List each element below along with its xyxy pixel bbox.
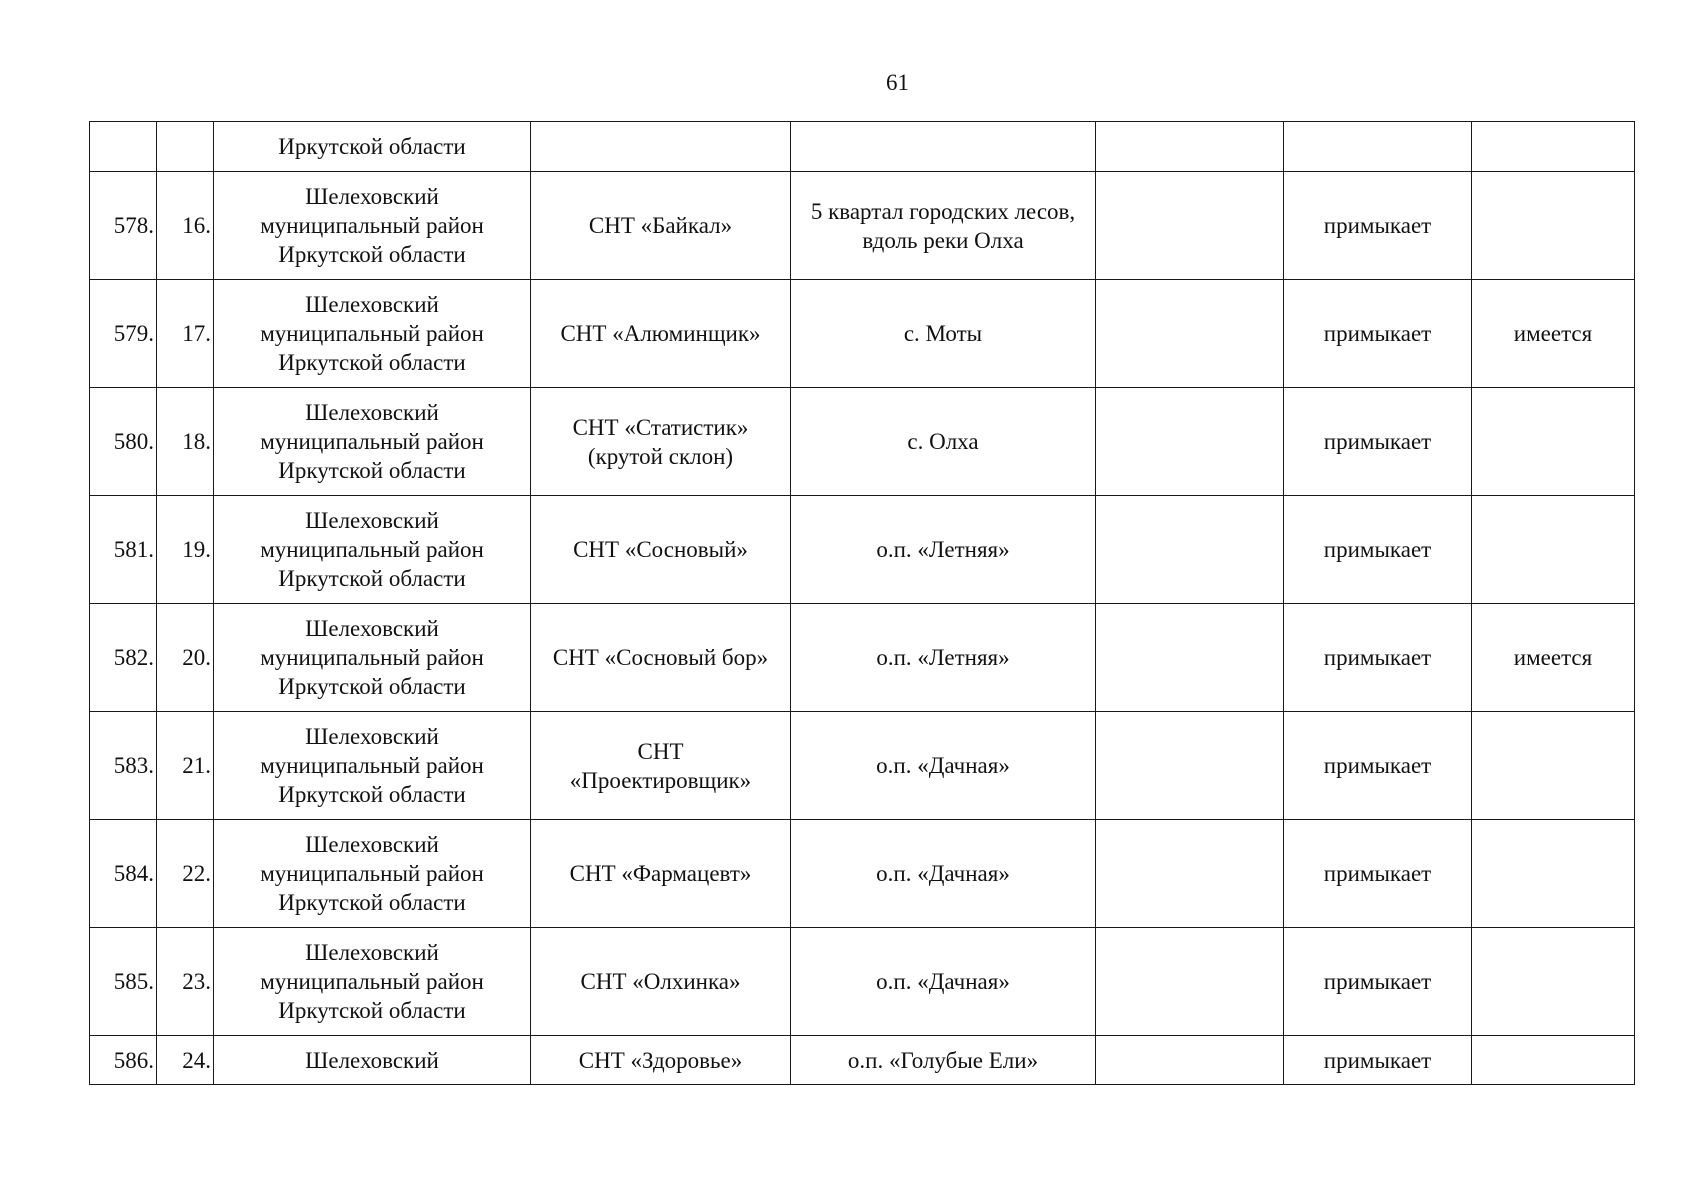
- cell-location: [791, 928, 1096, 1036]
- cell-line: (крутой склон): [587, 443, 734, 469]
- table-row: [90, 388, 1635, 496]
- cell-district: [214, 712, 531, 820]
- cell-line: муниципальный район: [260, 645, 484, 670]
- cell-adjacency: примыкает: [1284, 820, 1472, 928]
- cell-snt-name: [531, 122, 791, 172]
- cell-line: СНТ «Сосновый»: [573, 537, 748, 562]
- cell-line: Иркутской области: [278, 242, 466, 267]
- cell-line: муниципальный район: [260, 213, 484, 238]
- cell-number: 580.: [90, 388, 157, 496]
- cell-snt-name: [531, 496, 791, 604]
- cell-line: вдоль реки Олха: [862, 227, 1024, 253]
- cell-line: Шелеховский: [305, 292, 439, 317]
- cell-district: [214, 388, 531, 496]
- cell-column-6: [1096, 172, 1284, 280]
- cell-column-6: [1096, 712, 1284, 820]
- cell-district: [214, 280, 531, 388]
- cell-column-6: [1096, 122, 1284, 172]
- cell-line: муниципальный район: [260, 753, 484, 778]
- cell-line: СНТ «Фармацевт»: [569, 861, 752, 886]
- cell-availability: [1472, 1036, 1635, 1085]
- cell-sub-number: 19.: [157, 496, 214, 604]
- cell-location: [791, 496, 1096, 604]
- cell-adjacency: примыкает: [1284, 1036, 1472, 1085]
- cell-snt-name: [531, 1036, 791, 1085]
- cell-line: муниципальный район: [260, 321, 484, 346]
- cell-snt-name: [531, 928, 791, 1036]
- cell-location: [791, 712, 1096, 820]
- cell-line: Шелеховский: [305, 616, 439, 641]
- table-row: [90, 172, 1635, 280]
- cell-line: СНТ «Олхинка»: [580, 969, 741, 994]
- cell-number: 582.: [90, 604, 157, 712]
- cell-availability: имеется: [1472, 604, 1635, 712]
- cell-line: о.п. «Летняя»: [876, 645, 1010, 670]
- cell-column-6: [1096, 928, 1284, 1036]
- cell-line: СНТ: [637, 738, 684, 764]
- cell-number: 585.: [90, 928, 157, 1036]
- cell-line: СНТ «Сосновый бор»: [552, 645, 769, 670]
- cell-line: СНТ «Статистик»: [572, 414, 749, 440]
- table-row: [90, 928, 1635, 1036]
- cell-district: [214, 172, 531, 280]
- cell-line: муниципальный район: [260, 861, 484, 886]
- cell-line: Иркутской области: [278, 782, 466, 807]
- cell-line: Шелеховский: [305, 508, 439, 533]
- cell-line: Шелеховский: [305, 400, 439, 425]
- cell-sub-number: 23.: [157, 928, 214, 1036]
- page-number: 61: [886, 70, 909, 95]
- cell-line: СНТ «Здоровье»: [578, 1047, 743, 1073]
- cell-snt-name: [531, 172, 791, 280]
- cell-district: [214, 928, 531, 1036]
- cell-line: Шелеховский: [305, 940, 439, 965]
- cell-line: муниципальный район: [260, 429, 484, 454]
- cell-line: Иркутской области: [278, 998, 466, 1023]
- cell-availability: [1472, 122, 1635, 172]
- table-row-continuation: [90, 122, 1635, 172]
- cell-location: [791, 280, 1096, 388]
- registry-table-body: [90, 122, 1635, 1085]
- cell-line: о.п. «Дачная»: [876, 753, 1010, 778]
- cell-adjacency: примыкает: [1284, 388, 1472, 496]
- cell-district: [214, 496, 531, 604]
- cell-adjacency: примыкает: [1284, 496, 1472, 604]
- cell-column-6: [1096, 820, 1284, 928]
- cell-adjacency: примыкает: [1284, 712, 1472, 820]
- cell-snt-name: [531, 280, 791, 388]
- cell-number: 579.: [90, 280, 157, 388]
- cell-adjacency: примыкает: [1284, 604, 1472, 712]
- cell-line: СНТ «Алюминщик»: [560, 321, 761, 346]
- cell-availability: [1472, 820, 1635, 928]
- cell-adjacency: примыкает: [1284, 280, 1472, 388]
- table-row: [90, 820, 1635, 928]
- cell-availability: [1472, 172, 1635, 280]
- cell-line: с. Моты: [903, 321, 983, 346]
- cell-line: муниципальный район: [260, 537, 484, 562]
- registry-table: [89, 121, 1635, 1085]
- cell-line: СНТ «Байкал»: [588, 213, 733, 238]
- cell-snt-name: [531, 712, 791, 820]
- cell-line: о.п. «Летняя»: [876, 537, 1010, 562]
- cell-sub-number: 18.: [157, 388, 214, 496]
- cell-line: Иркутской области: [278, 566, 466, 591]
- cell-number: 586.: [90, 1036, 157, 1085]
- cell-number: 578.: [90, 172, 157, 280]
- table-row: [90, 496, 1635, 604]
- cell-column-6: [1096, 388, 1284, 496]
- cell-line: о.п. «Дачная»: [876, 861, 1010, 886]
- cell-line: 5 квартал городских лесов,: [810, 198, 1076, 224]
- cell-column-6: [1096, 1036, 1284, 1085]
- cell-number: [90, 122, 157, 172]
- cell-line: Шелеховский: [305, 832, 439, 857]
- cell-sub-number: 21.: [157, 712, 214, 820]
- cell-snt-name: [531, 820, 791, 928]
- cell-line: с. Олха: [907, 429, 979, 454]
- cell-snt-name: [531, 388, 791, 496]
- cell-district: Иркутской области: [214, 122, 531, 172]
- cell-adjacency: примыкает: [1284, 172, 1472, 280]
- table-row: [90, 604, 1635, 712]
- table-row: [90, 1036, 1635, 1085]
- cell-sub-number: 16.: [157, 172, 214, 280]
- cell-line: муниципальный район: [260, 969, 484, 994]
- cell-location: [791, 172, 1096, 280]
- cell-line: «Проектировщик»: [569, 767, 752, 793]
- cell-district: [214, 1036, 531, 1085]
- cell-availability: [1472, 712, 1635, 820]
- cell-number: 583.: [90, 712, 157, 820]
- table-row: [90, 712, 1635, 820]
- cell-adjacency: [1284, 122, 1472, 172]
- cell-location: [791, 820, 1096, 928]
- cell-line: Иркутской области: [278, 674, 466, 699]
- cell-district: [214, 820, 531, 928]
- cell-sub-number: 17.: [157, 280, 214, 388]
- cell-line: Иркутской области: [278, 458, 466, 483]
- cell-line: Иркутской области: [278, 350, 466, 375]
- cell-number: 584.: [90, 820, 157, 928]
- cell-sub-number: 24.: [157, 1036, 214, 1085]
- cell-sub-number: [157, 122, 214, 172]
- cell-availability: [1472, 928, 1635, 1036]
- cell-column-6: [1096, 604, 1284, 712]
- cell-line: Шелеховский: [305, 184, 439, 209]
- cell-column-6: [1096, 496, 1284, 604]
- cell-line: о.п. «Голубые Ели»: [847, 1047, 1039, 1073]
- cell-availability: имеется: [1472, 280, 1635, 388]
- cell-location: [791, 1036, 1096, 1085]
- cell-line: Иркутской области: [278, 890, 466, 915]
- cell-sub-number: 22.: [157, 820, 214, 928]
- table-row: [90, 280, 1635, 388]
- cell-location: [791, 604, 1096, 712]
- cell-sub-number: 20.: [157, 604, 214, 712]
- cell-line: Шелеховский: [305, 1047, 439, 1073]
- cell-location: [791, 388, 1096, 496]
- cell-number: 581.: [90, 496, 157, 604]
- cell-adjacency: примыкает: [1284, 928, 1472, 1036]
- cell-line: Шелеховский: [305, 724, 439, 749]
- cell-availability: [1472, 388, 1635, 496]
- cell-district: [214, 604, 531, 712]
- cell-column-6: [1096, 280, 1284, 388]
- cell-location: [791, 122, 1096, 172]
- cell-snt-name: [531, 604, 791, 712]
- cell-availability: [1472, 496, 1635, 604]
- cell-line: о.п. «Дачная»: [876, 969, 1010, 994]
